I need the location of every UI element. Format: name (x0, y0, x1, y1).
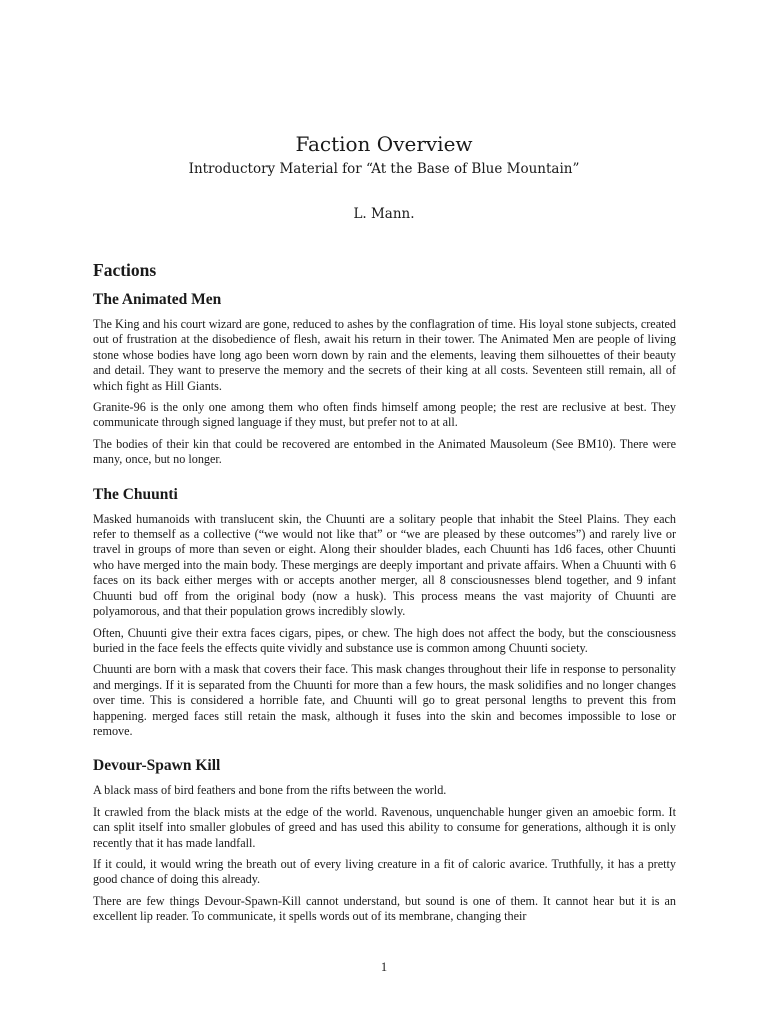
subsection-heading-devour-spawn-kill: Devour-Spawn Kill (93, 757, 221, 775)
paragraph: A black mass of bird feathers and bone from the rifts between the world. (93, 783, 447, 798)
paragraph: There are few things Devour-Spawn-Kill cannot understand, but sound is one of them. It cannot hear but it is an excellent lip reader. To communicate, it spells words out of its membrane, changing their (93, 893, 676, 924)
paragraph: If it could, it would wring the breath out of every living creature in a fit of caloric avarice. Truthfully, it has a pretty good chance of doing this already. (93, 856, 676, 887)
paragraph: The King and his court wizard are gone, reduced to ashes by the conflagration of time. His loyal stone subjects, created out of frustration at the disobedience of flesh, await his return in their tower. The Animated Men are people of living stone whose bodies have long ago been worn down by rain and the elements, leaving them silhouettes of their beauty and detail. They want to preserve the memory and the secrets of their king at all costs. Seventeen still remain, all of which fight as Hill Giants. (93, 317, 676, 393)
subsection-heading-animated-men: The Animated Men (93, 291, 222, 308)
paragraph: Often, Chuunti give their extra faces cigars, pipes, or chew. The high does not affect the body, but the consciousness buried in the face feels the effects quite vividly and substance use is common among Chuunti society. (93, 625, 676, 655)
paragraph: The bodies of their kin that could be recovered are entombed in the Animated Mausoleum (See BM10). There were many, once, but no longer. (93, 436, 676, 467)
page-number: 1 (380, 960, 388, 974)
section-heading-factions: Factions (93, 260, 157, 280)
document-subtitle: Introductory Material for “At the Base of Blue Mountain” (188, 161, 580, 177)
document-title: Faction Overview (295, 132, 473, 156)
document-body (93, 258, 676, 925)
paragraph: Chuunti are born with a mask that covers their face. This mask changes throughout their life in response to personality and mergings. If it is separated from the Chuunti for more than a few hours, the mask solidifies and no longer changes over time. This is considered a horrible fate, and Chuunti will go to great personal lengths to prevent this from happening. merged faces still retain the mask, although it fuses into the skin and becomes impossible to lose or remove. (93, 662, 676, 738)
document-author: L. Mann. (353, 206, 415, 222)
paragraph: Granite-96 is the only one among them who often finds himself among people; the rest are reclusive at best. They communicate through signed language if they must, but prefer not to at all. (93, 400, 676, 430)
paragraph: Masked humanoids with translucent skin, the Chuunti are a solitary people that inhabit the Steel Plains. They each refer to themself as a collective (“we would not like that” or “we are pleased by these outcomes”) and rarely live or travel in groups of more than seven or eight. Along their shoulder blades, each Chuunti has 1d6 faces, other Chuunti who have merged into the main body. These mergings are deeply important and private affairs. When a Chuunti with 6 faces on its back either merges with or accepts another merger, all 8 consciousnesses blend together, and 9 infant Chuunti bud off from the original body (now a husk). This process means the vast majority of Chuunti are polyamorous, and that their population grows incredibly slowly. (93, 511, 676, 619)
subsection-heading-chuunti: The Chuunti (93, 485, 178, 503)
paragraph: It crawled from the black mists at the edge of the world. Ravenous, unquenchable hunger given an amoebic form. It can split itself into smaller globules of greed and has used this ability to consume for generations, although it is only recently that it has made landfall. (93, 804, 676, 850)
